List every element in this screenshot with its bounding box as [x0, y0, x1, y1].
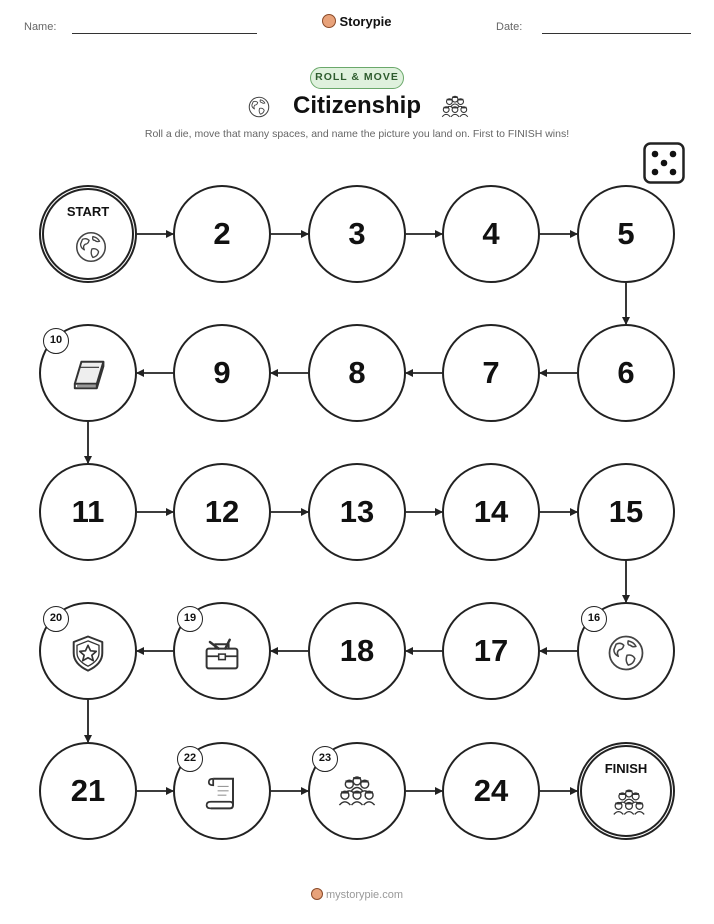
board-space-17: [442, 602, 540, 700]
space-number-badge: 16: [581, 606, 607, 632]
page-title: Citizenship: [292, 92, 421, 119]
space-number-badge: 10: [43, 328, 69, 354]
board-space-14: [442, 463, 540, 561]
space-number-badge: 19: [177, 606, 203, 632]
footer-url: mystorypie.com: [325, 889, 404, 901]
board-space-12: [173, 463, 271, 561]
space-number: 15: [608, 494, 644, 529]
board-space-18: [308, 602, 406, 700]
board-space-7: [442, 324, 540, 422]
scroll-icon: [200, 771, 244, 815]
globe-icon: [72, 228, 110, 266]
board-space-11: [39, 463, 137, 561]
board-space-3: [308, 185, 406, 283]
space-number: 8: [348, 355, 366, 390]
date-label: Date:: [496, 21, 523, 33]
footer: [0, 888, 714, 901]
space-number-badge: 23: [312, 746, 338, 772]
space-number: 17: [473, 633, 509, 668]
space-label: FINISH: [604, 761, 648, 776]
space-number: 6: [617, 355, 635, 390]
board-space-13: [308, 463, 406, 561]
people-group-icon: [610, 785, 648, 823]
space-number-badge: 20: [43, 606, 69, 632]
board-space-9: [173, 324, 271, 422]
board-space-2: [173, 185, 271, 283]
name-label: Name:: [24, 21, 57, 33]
space-number: 12: [204, 494, 240, 529]
instructions: Roll a die, move that many spaces, and name the picture you land on. First to FINISH wins!: [144, 128, 570, 140]
board-space-21: [39, 742, 137, 840]
space-number: 18: [339, 633, 375, 668]
space-number: 3: [348, 216, 366, 251]
space-label: START: [66, 204, 110, 219]
board-space-25: [577, 742, 675, 840]
space-number: 9: [213, 355, 231, 390]
board-space-1: [39, 185, 137, 283]
space-number: 14: [473, 494, 509, 529]
board-space-4: [442, 185, 540, 283]
storypie-logo-icon: [311, 888, 323, 900]
game-type-badge: ROLL & MOVE: [310, 67, 404, 89]
space-number: 21: [70, 773, 106, 808]
space-number-badge: 22: [177, 746, 203, 772]
people-group-icon: [335, 771, 379, 815]
board-space-5: [577, 185, 675, 283]
board-space-6: [577, 324, 675, 422]
shield-star-icon: [66, 631, 110, 675]
space-number: 7: [482, 355, 500, 390]
space-number: 4: [482, 216, 500, 251]
space-number: 11: [71, 494, 105, 529]
board-space-8: [308, 324, 406, 422]
space-number: 24: [473, 773, 509, 808]
book-icon: [66, 353, 110, 397]
board-space-24: [442, 742, 540, 840]
space-number: 2: [213, 216, 231, 251]
board-space-15: [577, 463, 675, 561]
space-number: 13: [339, 494, 375, 529]
brand-name: Storypie: [339, 14, 392, 29]
space-number: 5: [617, 216, 635, 251]
toolbox-icon: [200, 631, 244, 675]
globe-icon: [604, 631, 648, 675]
